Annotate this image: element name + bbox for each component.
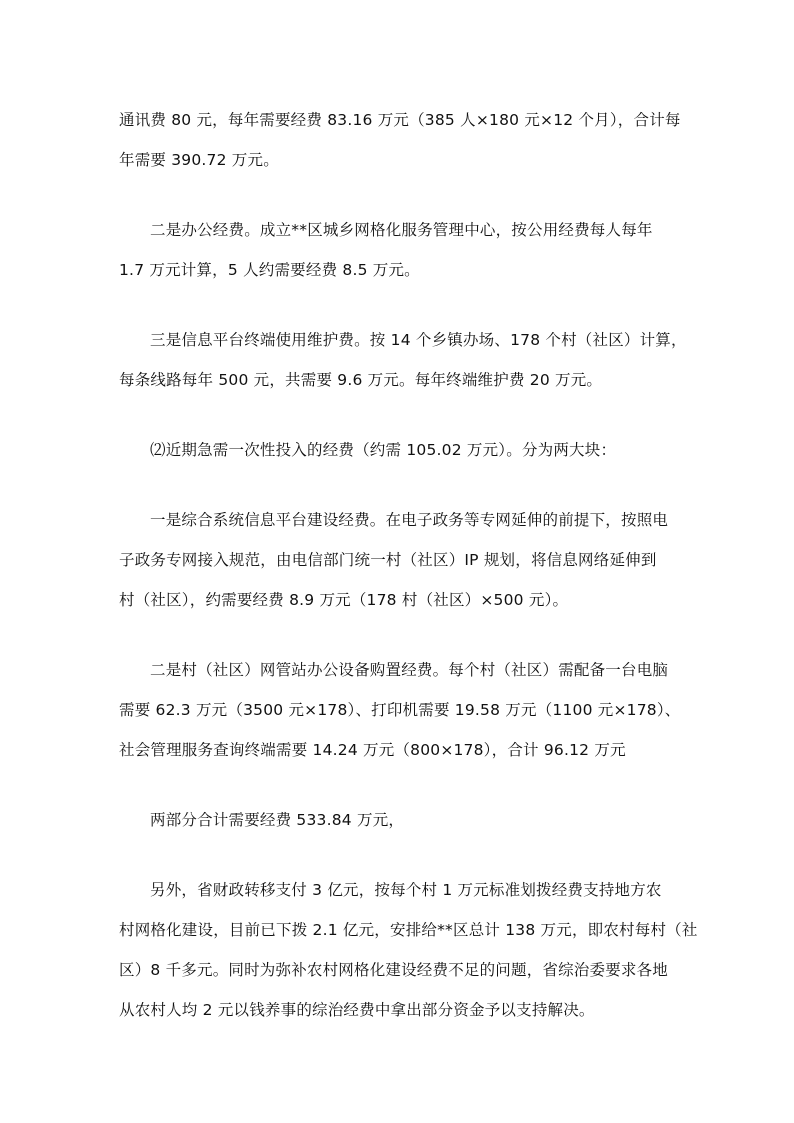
text-line: 需要 62.3 万元（3500 元×178）、打印机需要 19.58 万元（1100 元×178）、 — [119, 701, 681, 719]
paragraph-equipment-purchase — [119, 650, 681, 770]
text-line: 通讯费 80 元，每年需要经费 83.16 万元（385 人×180 元×12 个月），合计每 — [119, 111, 681, 129]
text-line: 二是办公经费。成立**区城乡网格化服务管理中心，按公用经费每人每年 — [150, 221, 653, 239]
paragraph-platform-construction — [119, 500, 676, 620]
text-line: 两部分合计需要经费 533.84 万元， — [150, 811, 405, 829]
text-line: 三是信息平台终端使用维护费。按 14 个乡镇办场、178 个村（社区）计算， — [150, 331, 687, 349]
text-line: 另外，省财政转移支付 3 亿元，按每个村 1 万元标准划拨经费支持地方农 — [150, 881, 662, 899]
text-line: 村（社区），约需要经费 8.9 万元（178 村（社区）×500 元）。 — [119, 591, 569, 609]
text-line: ⑵近期急需一次性投入的经费（约需 105.02 万元）。分为两大块： — [150, 441, 617, 459]
text-line: 子政务专网接入规范，由电信部门统一村（社区）IP 规划，将信息网络延伸到 — [119, 551, 657, 569]
document-body — [119, 100, 698, 1060]
text-line: 社会管理服务查询终端需要 14.24 万元（800×178），合计 96.12 万元 — [119, 741, 626, 759]
text-line: 村网格化建设，目前已下拨 2.1 亿元，安排给**区总计 138 万元，即农村每村（社 — [119, 921, 698, 939]
text-line: 1.7 万元计算，5 人约需要经费 8.5 万元。 — [119, 261, 420, 279]
paragraph-total — [119, 800, 676, 840]
text-line: 一是综合系统信息平台建设经费。在电子政务等专网延伸的前提下，按照电 — [150, 511, 669, 529]
paragraph-additional-funding — [119, 870, 698, 1030]
text-line: 每条线路每年 500 元，共需要 9.6 万元。每年终端维护费 20 万元。 — [119, 371, 603, 389]
paragraph-office-expenses — [119, 210, 676, 290]
text-line: 区）8 千多元。同时为弥补农村网格化建设经费不足的问题，省综治委要求各地 — [119, 961, 668, 979]
paragraph-communication-fee — [119, 100, 681, 180]
text-line: 二是村（社区）网管站办公设备购置经费。每个村（社区）需配备一台电脑 — [150, 661, 669, 679]
text-line: 从农村人均 2 元以钱养事的综治经费中拿出部分资金予以支持解决。 — [119, 1001, 595, 1019]
text-line: 年需要 390.72 万元。 — [119, 151, 279, 169]
paragraph-one-time-investment — [119, 430, 676, 470]
paragraph-terminal-maintenance — [119, 320, 687, 400]
